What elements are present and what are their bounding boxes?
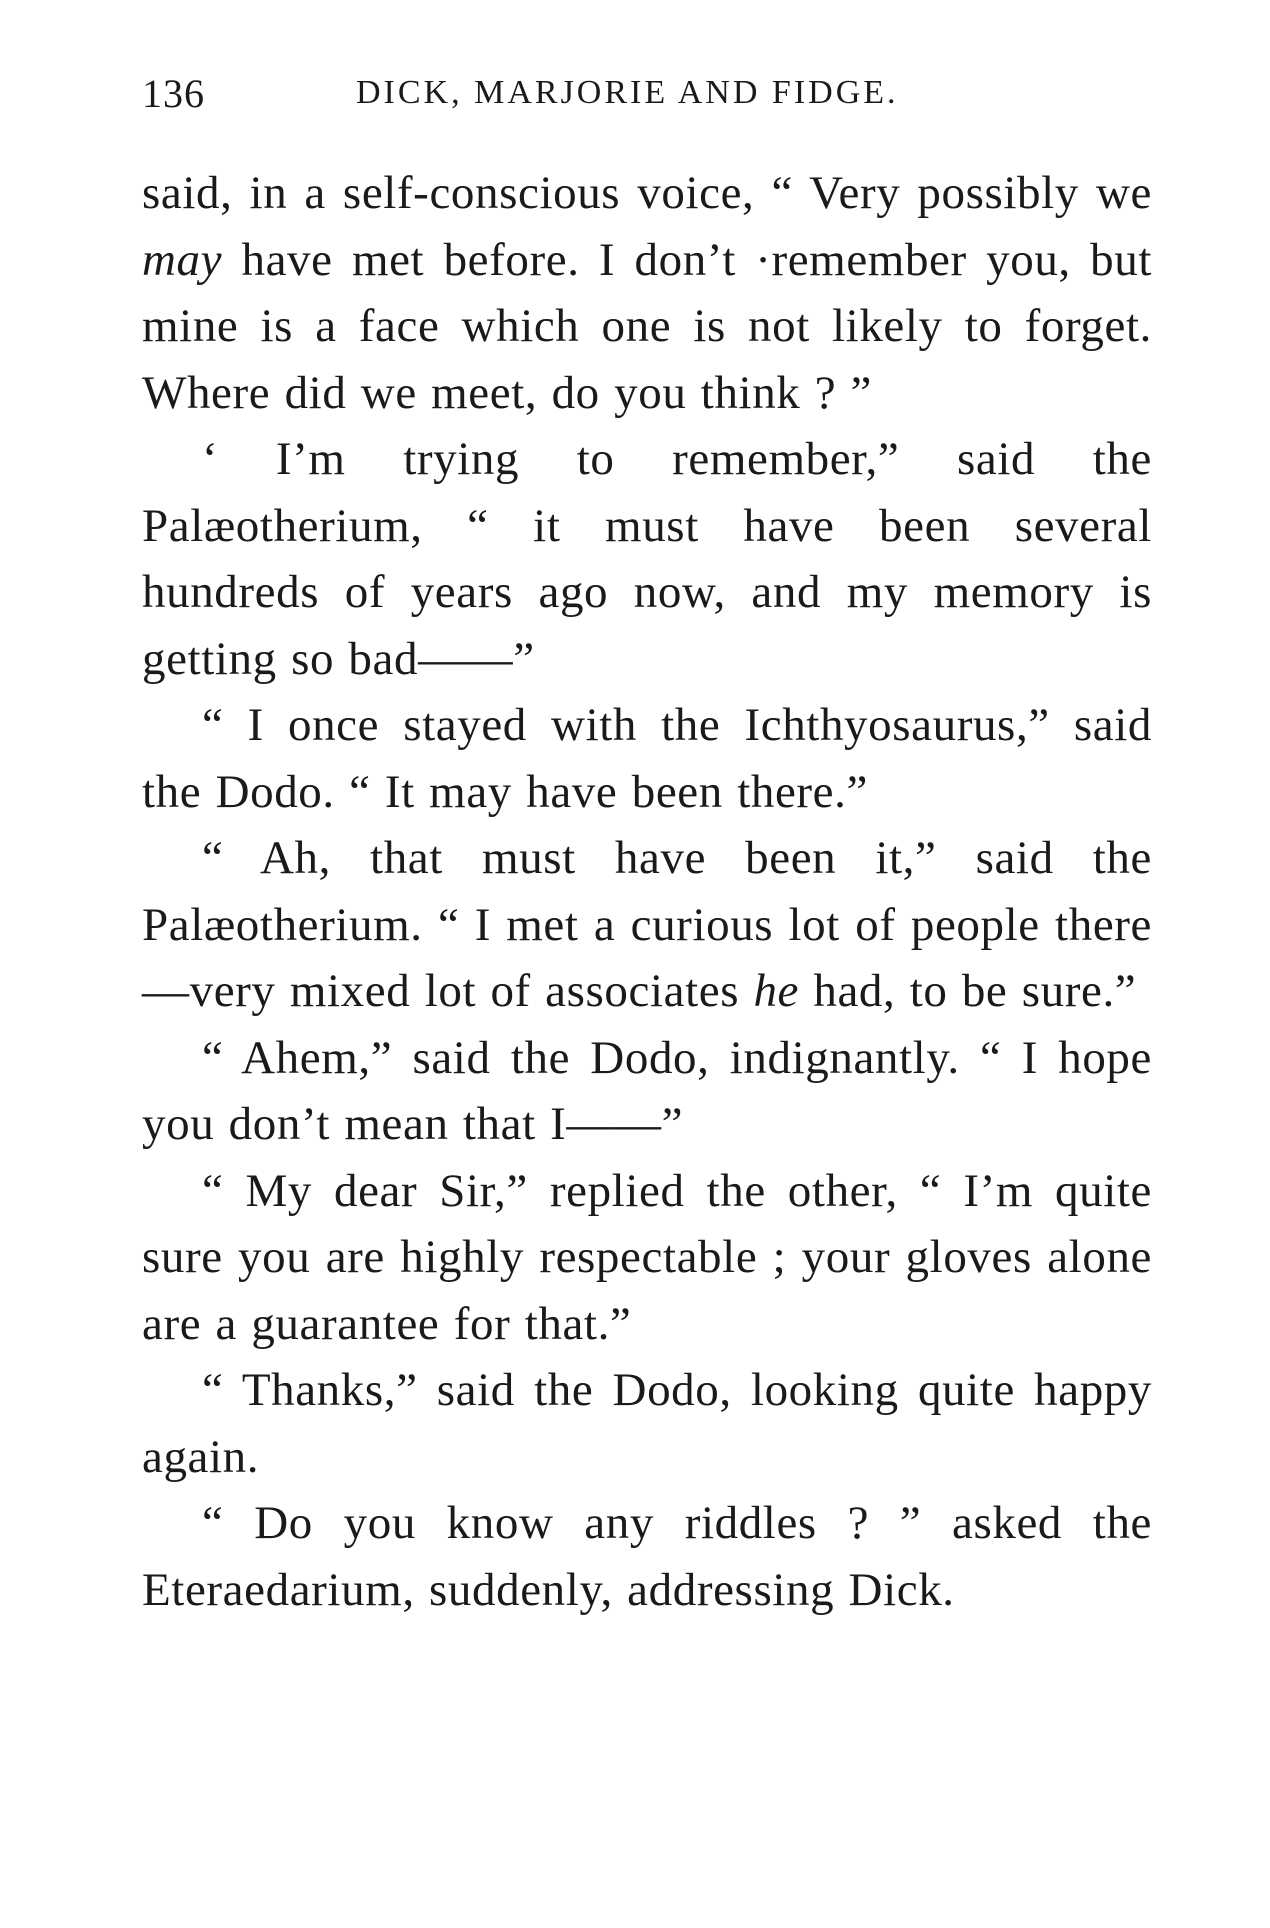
paragraph: “ Ahem,” said the Dodo, indignantly. “ I hope you don’t mean that I——” <box>142 1031 1152 1150</box>
paragraph: “ I once stayed with the Ichthyosaurus,” said the Dodo. “ It may have been there.” <box>142 699 1152 818</box>
page-header <box>142 70 1152 130</box>
paragraph: “ Do you know any riddles ? ” asked the Eteraedarium, suddenly, addressing Dick. <box>142 1497 1152 1616</box>
body-text <box>142 160 1152 1623</box>
paragraph: ‘ I’m trying to remember,” said the Palæotherium, “ it must have been several hundreds of years ago now, and my memory is getting so bad——” <box>142 433 1152 685</box>
paragraph: said, in a self-conscious voice, “ Very possibly we may have met before. I don’t ·remember you, but mine is a face which one is not likely to forget. Where did we meet, do you think ? ” <box>142 167 1152 419</box>
paragraph: “ My dear Sir,” replied the other, “ I’m quite sure you are highly respectable ; your gloves alone are a guarantee for that.” <box>142 1164 1152 1350</box>
paragraph: “ Ah, that must have been it,” said the Palæotherium. “ I met a curious lot of people there—very mixed lot of associates he had, to be sure.” <box>142 832 1152 1017</box>
running-title: DICK, MARJORIE AND FIDGE. <box>356 74 899 111</box>
paragraph: “ Thanks,” said the Dodo, looking quite happy again. <box>142 1364 1152 1483</box>
page-number: 136 <box>142 71 205 116</box>
